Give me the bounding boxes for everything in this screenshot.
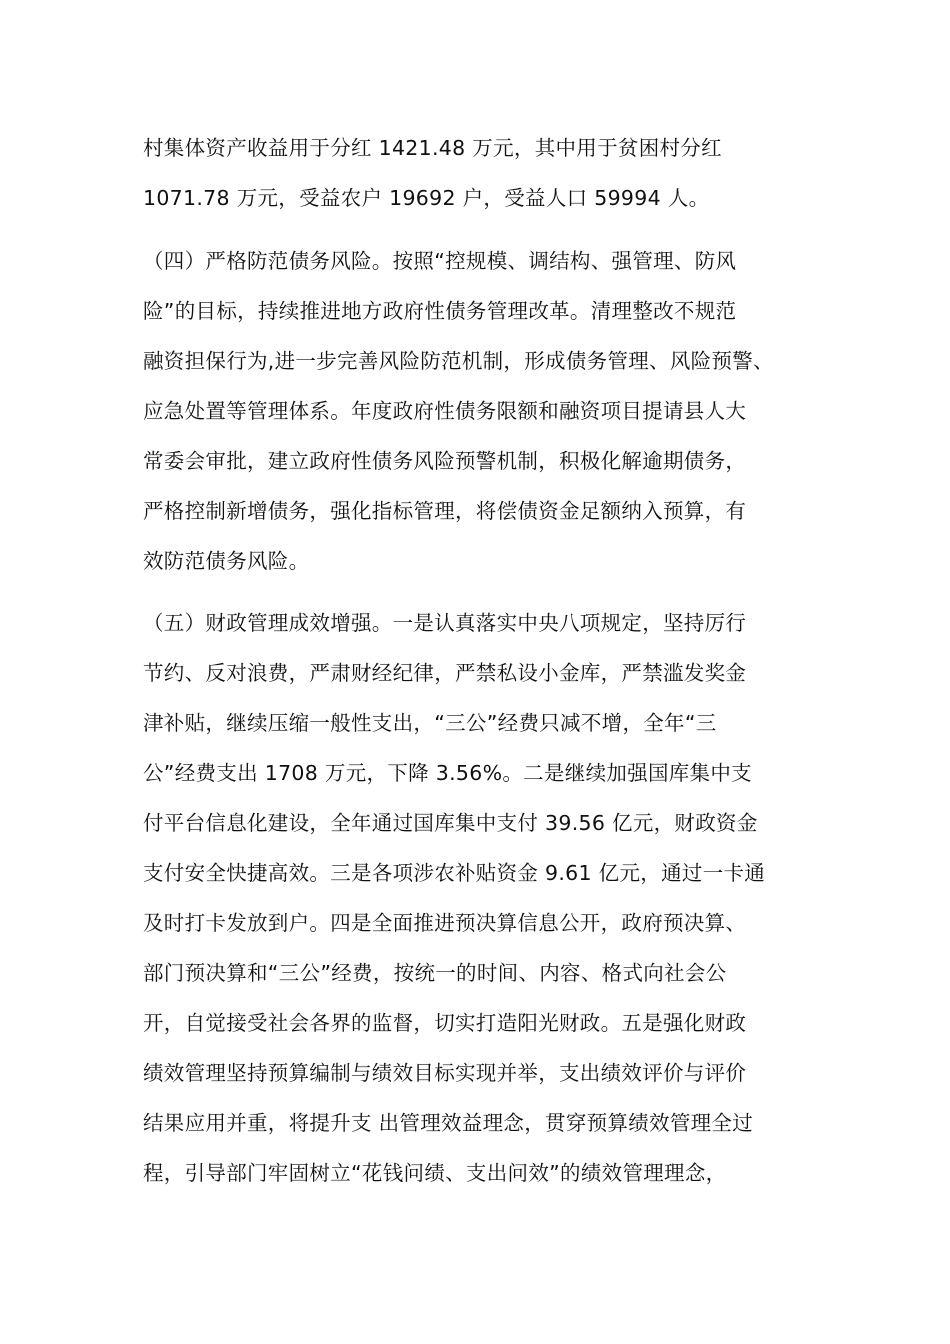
text-line: 程，引导部门牢固树立“花钱问绩、支出问效”的绩效管理理念，	[143, 1161, 727, 1185]
text-line: 融资担保行为,进一步完善风险防范机制，形成债务管理、风险预警、	[143, 349, 774, 373]
text-line: 村集体资产收益用于分红 1421.48 万元，其中用于贫困村分红	[143, 136, 722, 160]
text-line: 津补贴，继续压缩一般性支出，“三公”经费只减不增，全年“三	[143, 711, 717, 735]
text-line: 严格控制新增债务，强化指标管理，将偿债资金足额纳入预算，有	[143, 499, 747, 523]
text-line: 1071.78 万元，受益农户 19692 户，受益人口 59994 人。	[143, 186, 710, 210]
text-line: 应急处置等管理体系。年度政府性债务限额和融资项目提请县人大	[143, 399, 747, 423]
text-line: 效防范债务风险。	[143, 549, 310, 573]
text-line: 节约、反对浪费，严肃财经纪律，严禁私设小金库，严禁滥发奖金	[143, 661, 747, 685]
text-line: 绩效管理坚持预算编制与绩效目标实现并举，支出绩效评价与评价	[143, 1061, 747, 1085]
text-line: 险”的目标，持续推进地方政府性债务管理改革。清理整改不规范	[143, 299, 737, 323]
paragraph-four-heading-line: （四）严格防范债务风险。按照“控规模、调结构、强管理、防风	[143, 249, 737, 273]
text-line: 开，自觉接受社会各界的监督，切实打造阳光财政。五是强化财政	[143, 1011, 747, 1035]
text-line: 公”经费支出 1708 万元，下降 3.56%。二是继续加强国库集中支	[143, 761, 752, 785]
text-line: 及时打卡发放到户。四是全面推进预决算信息公开，政府预决算、	[143, 911, 747, 935]
text-line: 常委会审批，建立政府性债务风险预警机制，积极化解逾期债务，	[143, 449, 747, 473]
text-line: 付平台信息化建设，全年通过国库集中支付 39.56 亿元，财政资金	[143, 811, 758, 835]
text-line: 部门预决算和“三公”经费，按统一的时间、内容、格式向社会公	[143, 961, 727, 985]
text-line: 支付安全快捷高效。三是各项涉农补贴资金 9.61 亿元，通过一卡通	[143, 861, 766, 885]
paragraph-five-heading-line: （五）财政管理成效增强。一是认真落实中央八项规定，坚持厉行	[143, 611, 747, 635]
text-line: 结果应用并重，将提升支 出管理效益理念，贯穿预算绩效管理全过	[143, 1111, 754, 1135]
